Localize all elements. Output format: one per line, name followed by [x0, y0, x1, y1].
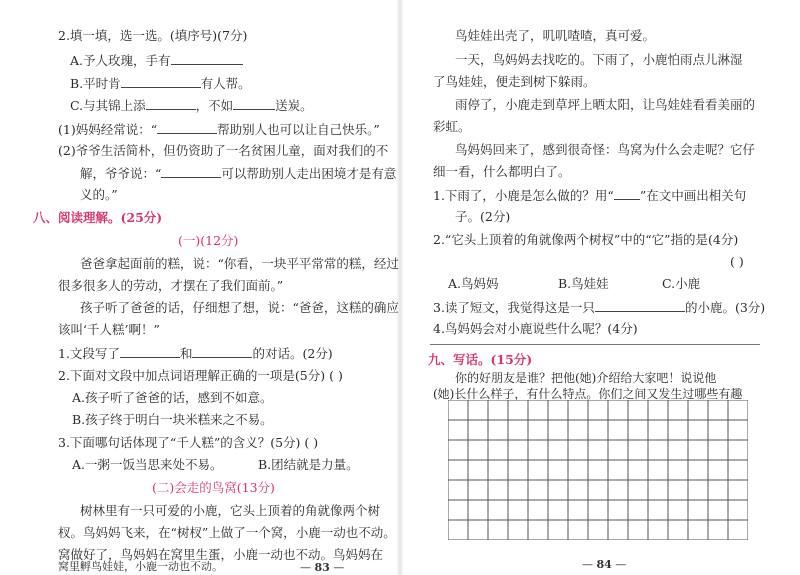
writing-prompt-line1: 你的好朋友是谁？把他(她)介绍给大家吧！说说他 — [455, 371, 717, 385]
q2-intro: 2.填一填，选一选。(填序号)(7分) — [58, 28, 248, 43]
reading-q3-option-a: A.一粥一饭当思来处不易。 — [72, 457, 223, 472]
passage-2-title: (二)会走的鸟窝(13分) — [152, 480, 275, 495]
q2-sub2-line2: 解，爷爷说：“ 可以帮助别人走出困境才是有意 — [80, 166, 397, 181]
passage-1-line3: 孩子听了爸爸的话，仔细想了想，说：“爸爸，这糕的确应 — [80, 300, 399, 315]
q2-option-c: C.与其锦上添 ，不如 送炭。 — [70, 98, 313, 113]
passage-2-para-1: 鸟娃娃出壳了，叽叽喳喳，真可爱。 — [455, 28, 656, 43]
passage-2-line1: 树林里有一只可爱的小鹿，它头上顶着的角就像两个树 — [80, 503, 381, 518]
passage-1-line2: 很多很多人的劳动，才摆在了我们面前。” — [58, 278, 284, 293]
section-8-title: 八、阅读理解。(25分) — [33, 210, 163, 225]
q2-sub1: (1)妈妈经常说：“ 帮助别人也可以让自己快乐。” — [58, 122, 380, 137]
passage-2-para-4-line1: 鸟妈妈回来了，感到很奇怪：鸟窝为什么会走呢？它仔 — [455, 142, 756, 157]
passage-1-title: (一)(12分) — [178, 233, 239, 248]
reading2-q1-cont: 子。(2分) — [455, 209, 511, 224]
passage-2-para-3-line1: 雨停了，小鹿走到草坪上晒太阳，让鸟娃娃看看美丽的 — [455, 97, 756, 112]
reading2-q2-option-b: B.鸟娃娃 — [558, 276, 609, 291]
reading-q2-option-b: B.孩子终于明白一块米糕来之不易。 — [72, 412, 273, 427]
reading-q1: 1.文段写了 和 的对话。(2分) — [58, 346, 333, 361]
reading-q3-option-b: B.团结就是力量。 — [258, 457, 359, 472]
q2-sub2-line1: (2)爷爷生活简朴，但仍资助了一名贫困儿童，面对我们的不 — [58, 143, 389, 158]
passage-2-para-2-line1: 一天，鸟妈妈去找吃的。下雨了，小鹿怕雨点儿淋湿 — [455, 52, 743, 67]
q2-option-b: B.平时肯 有人帮。 — [70, 76, 251, 91]
q2-option-a: A.予人玫瑰，手有 — [70, 52, 243, 69]
q2-sub2-line3: 义的。” — [80, 187, 118, 202]
writing-grid[interactable] — [448, 400, 748, 540]
passage-2-line3: 窝做好了，鸟妈妈在窝里生蛋，小鹿一动也不动。鸟妈妈在 — [58, 547, 384, 562]
page-number-84: — 84 — — [582, 558, 627, 571]
section-9-title: 九、写话。(15分) — [428, 352, 533, 367]
right-page — [400, 0, 800, 575]
reading2-q2-option-c: C.小鹿 — [662, 276, 701, 291]
passage-1-line1: 爸爸拿起面前的糕，说：“你看，一块平平常常的糕，经过 — [80, 256, 399, 271]
reading-q3: 3.下面哪句话体现了“千人糕”的含义？(5分) ( ) — [58, 435, 319, 450]
reading2-q3: 3.读了短文，我觉得这是一只 的小鹿。(3分) — [433, 300, 766, 315]
answer-line — [430, 344, 760, 345]
page-number-83: — 83 — — [300, 561, 345, 574]
passage-2-para-4-line2: 细一看，什么都明白了。 — [433, 164, 571, 179]
passage-2-line4: 窝里孵鸟娃娃，小鹿一动也不动。 — [58, 560, 223, 573]
reading2-q4: 4.鸟妈妈会对小鹿说些什么呢？(4分) — [433, 321, 638, 336]
reading-q2-option-a: A.孩子听了爸爸的话，感到不如意。 — [72, 390, 273, 405]
passage-2-line2: 杈。鸟妈妈飞来，在“树杈”上做了一个窝，小鹿一动也不动。 — [58, 525, 396, 540]
writing-prompt-line2: (她)长什么样子，有什么特点。你们之间又发生过哪些有趣 — [433, 387, 743, 401]
passage-2-para-2-line2: 了鸟娃娃，便走到树下躲雨。 — [433, 74, 596, 89]
reading-q2: 2.下面对文段中加点词语理解正确的一项是(5分) ( ) — [58, 368, 343, 383]
passage-1-line4: 该叫‘千人糕’啊！” — [58, 322, 160, 337]
reading2-q2-paren: ( ) — [730, 254, 744, 269]
reading2-q1: 1.下雨了，小鹿是怎么做的？用“ ”在文中画出相关句 — [433, 188, 747, 203]
passage-2-para-3-line2: 彩虹。 — [433, 119, 471, 134]
reading2-q2: 2.“它头上顶着的角就像两个树杈”中的“它”指的是(4分) — [433, 232, 739, 247]
reading2-q2-option-a: A.鸟妈妈 — [448, 276, 499, 291]
